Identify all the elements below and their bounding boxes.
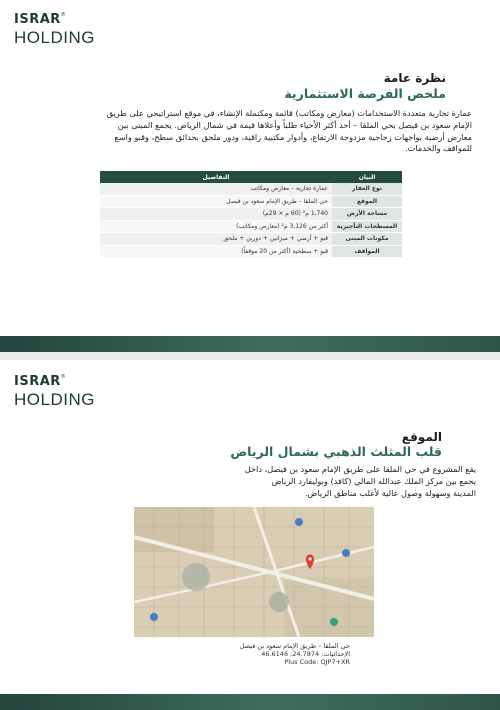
- overview-paragraph: عمارة تجارية متعددة الاستخدامات (معارض ومكاتب) قائمة ومكتملة الإنشاء، في موقع استراتيجي على طريق الإمام سعود بن فيصل بحي الملقا – أحد أكثر الأحياء طلباً وأعلاها قيمة في شمال الرياض. يجمع المبنى بين معارض أرضية بواجهات زجاجية مزدوجة الارتفاع، وأدوار مكتبية راقية، ودور ملحق بحدائق سطح، وقبو واسع للمواقف والخدمات.: [106, 108, 472, 154]
- property-details-table: [100, 171, 402, 258]
- table-header-row: [100, 171, 402, 183]
- table-row: المواقف قبو + سطحية (أكثر من 20 موقفاً): [100, 245, 402, 258]
- table-row: المسطحات التأجيرية أكثر من 3,126 م² (معارض ومكاتب): [100, 220, 402, 233]
- map-caption: حي الملقا – طريق الإمام سعود بن فيصل الإحداثيات: 24.7874, 46.6146 Plus Code: QJP7+XR: [239, 642, 350, 666]
- location-page: [0, 360, 500, 710]
- table-row: مكونات المبنى قبو + أرضي + ميزانين + دورين + ملحق: [100, 233, 402, 246]
- footer-bar: [0, 336, 500, 352]
- table-header-value: التفاصيل: [100, 171, 332, 183]
- overview-page: [0, 0, 500, 352]
- table-header-label: البيان: [332, 171, 402, 183]
- section-subheading: ملخص الفرصة الاستثمارية: [284, 86, 446, 101]
- section-subheading: قلب المثلث الذهبي بشمال الرياض: [230, 444, 442, 459]
- company-logo: ISRAR® HOLDING: [14, 12, 95, 47]
- location-paragraph: يقع المشروع في حي الملقا على طريق الإمام سعود بن فيصل، داخل يجمع بين مركز الملك عبدالله المالي (كافد) وبوليفارد الرياض المدينة وسهولة وصول عالية لأغلب مناطق الرياض.: [244, 464, 476, 498]
- table-row: نوع العقار عمارة تجارية – معارض ومكاتب: [100, 183, 402, 195]
- section-heading: الموقع: [401, 430, 442, 444]
- table-row: الموقع حي الملقا – طريق الإمام سعود بن فيصل: [100, 195, 402, 208]
- section-heading: نظرة عامة: [383, 71, 446, 85]
- footer-bar: [0, 694, 500, 710]
- location-map[interactable]: [134, 507, 374, 637]
- map-graphic: [134, 507, 374, 637]
- table-row: مساحة الأرض 1,740 م² (60 م × 29م): [100, 208, 402, 221]
- company-logo: ISRAR® HOLDING: [14, 374, 95, 409]
